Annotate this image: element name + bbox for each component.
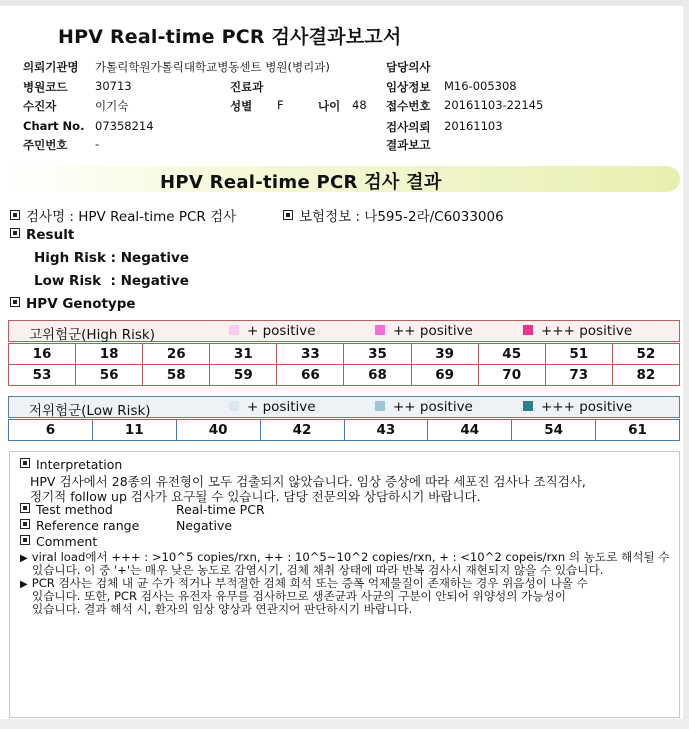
genotype-cell: 54: [512, 420, 596, 441]
test-name-line: [10, 205, 236, 225]
genotype-cell: 73: [545, 365, 612, 386]
department-label: 진료과: [230, 80, 264, 94]
bullet-square-icon: [10, 297, 20, 307]
genotype-cell: 16: [9, 344, 76, 365]
legend-plus-label: + positive: [247, 323, 316, 339]
request-date-value: 20161103: [444, 119, 503, 133]
comment-1-text-1: viral load에서 +++ : >10^5 copies/rxn, ++ : 10^5~10^2 copies/rxn, + : <10^2 copeis/rxn 의 농도로 해석될 수: [31, 550, 670, 564]
legend-swatch-icon: [375, 401, 385, 411]
genotype-cell: 66: [277, 365, 344, 386]
high-risk-header: [8, 320, 680, 342]
interpretation-text-line-1: HPV 검사에서 28종의 유전형이 모두 검출되지 않았습니다. 임상 증상에 따라 세포진 검사나 조직검사,: [30, 474, 586, 489]
genotype-cell: 45: [478, 344, 545, 365]
window-bottom-edge: [0, 719, 689, 729]
comment-heading: [20, 534, 97, 549]
genotype-cell: 51: [545, 344, 612, 365]
legend-swatch-icon: [229, 325, 239, 335]
genotype-cell: 26: [143, 344, 210, 365]
genotype-cell: 68: [344, 365, 411, 386]
genotype-cell: 61: [596, 420, 680, 441]
physician-label: 담당의사: [386, 60, 431, 74]
comment-2-text-1: PCR 검사는 검체 내 균 수가 적거나 부적절한 검체 희석 또는 증폭 억제물질이 존재하는 경우 위음성이 나올 수: [31, 576, 588, 590]
low-risk-title: 저위험군(Low Risk): [29, 403, 151, 419]
bullet-square-icon: [20, 519, 30, 529]
genotype-cell: 35: [344, 344, 411, 365]
legend-swatch-icon: [375, 325, 385, 335]
genotype-cell: 59: [210, 365, 277, 386]
bullet-square-icon: [283, 210, 293, 220]
legend-plus-plus: [375, 399, 473, 415]
bullet-square-icon: [20, 535, 30, 545]
comment-2-line-2: 있습니다. 또한, PCR 검사는 유전자 유무를 검사하므로 생존균과 사균의 구분이 안되어 위양성의 가능성이: [32, 589, 566, 603]
genotype-cell: 70: [478, 365, 545, 386]
result-heading-text: Result: [26, 227, 75, 243]
genotype-cell: 39: [411, 344, 478, 365]
clinical-info-label: 임상정보: [386, 80, 431, 94]
table-row: [9, 344, 680, 365]
genotype-cell: 43: [344, 420, 428, 441]
low-risk-result: Low Risk : Negative: [34, 273, 189, 289]
legend-plus: [229, 323, 316, 339]
triangle-bullet-icon: ▶: [20, 579, 28, 590]
clinical-info-value: M16-005308: [444, 79, 517, 93]
genotype-cell: 18: [76, 344, 143, 365]
genotype-cell: 31: [210, 344, 277, 365]
hospital-code-value: 30713: [95, 79, 132, 93]
legend-plus-plus-plus: [523, 399, 632, 415]
receipt-number-label: 접수번호: [386, 99, 431, 113]
institution-label: 의뢰기관명: [23, 60, 79, 74]
age-label: 나이: [318, 99, 341, 113]
interpretation-text-line-2: 정기적 follow up 검사가 요구될 수 있습니다. 담당 전문의와 상담하시기 바랍니다.: [30, 489, 481, 504]
hospital-code-label: 병원코드: [23, 80, 68, 94]
insurance-text: 보험정보 : 나595-2라/C6033006: [299, 209, 504, 225]
insurance-line: [283, 205, 504, 225]
genotype-cell: 33: [277, 344, 344, 365]
table-row: [9, 420, 680, 441]
genotype-cell: 53: [9, 365, 76, 386]
genotype-cell: 44: [428, 420, 512, 441]
bullet-square-icon: [10, 228, 20, 238]
interpretation-label: Interpretation: [36, 457, 123, 472]
high-risk-genotype-table: [8, 343, 680, 386]
test-method-row: [20, 502, 113, 517]
patient-label: 수진자: [23, 99, 57, 113]
result-banner-title: HPV Real-time PCR 검사 결과: [160, 172, 442, 193]
triangle-bullet-icon: ▶: [20, 553, 28, 564]
high-risk-result: High Risk : Negative: [34, 250, 189, 266]
patient-value: 이기숙: [95, 99, 129, 113]
genotype-heading: [10, 296, 136, 312]
legend-plus: [229, 399, 316, 415]
legend-plus-plus-plus-label: +++ positive: [541, 323, 633, 339]
legend-swatch-icon: [523, 401, 533, 411]
institution-value: 가톨릭학원가톨릭대학교병동센트 병원(병리과): [95, 60, 330, 74]
test-method-label: Test method: [36, 502, 113, 517]
report-title: HPV Real-time PCR 검사결과보고서: [58, 26, 402, 48]
high-risk-title: 고위험군(High Risk): [29, 327, 155, 343]
legend-plus-label: + positive: [247, 399, 316, 415]
genotype-cell: 56: [76, 365, 143, 386]
test-name-text: 검사명 : HPV Real-time PCR 검사: [26, 209, 237, 225]
window-right-edge: [683, 0, 689, 729]
result-heading: [10, 227, 74, 243]
result-report-label: 결과보고: [386, 138, 431, 152]
low-risk-header: [8, 396, 680, 418]
bullet-square-icon: [20, 458, 30, 468]
bullet-square-icon: [20, 503, 30, 513]
receipt-number-value: 20161103-22145: [444, 98, 544, 112]
table-row: [9, 365, 680, 386]
genotype-cell: 58: [143, 365, 210, 386]
genotype-cell: 69: [411, 365, 478, 386]
genotype-cell: 11: [92, 420, 176, 441]
comment-1-line-2: 있습니다. 이 중 '+'는 매우 낮은 농도로 감염시기, 검체 채취 상태에 따라 반복 검사시 재현되지 않을 수 있습니다.: [32, 563, 604, 577]
reference-range-label: Reference range: [36, 518, 140, 533]
legend-swatch-icon: [523, 325, 533, 335]
resident-number-value: -: [95, 137, 100, 151]
window-top-edge: [0, 0, 689, 6]
legend-plus-plus-label: ++ positive: [393, 323, 473, 339]
bullet-square-icon: [10, 210, 20, 220]
low-risk-genotype-table: [8, 419, 680, 441]
comment-label: Comment: [36, 534, 98, 549]
test-method-value: Real-time PCR: [176, 502, 265, 517]
chart-number-value: 07358214: [95, 119, 154, 133]
request-date-label: 검사의뢰: [386, 120, 431, 134]
legend-plus-plus-label: ++ positive: [393, 399, 473, 415]
comment-2-line-3: 있습니다. 결과 해석 시, 환자의 임상 양상과 연관지어 판단하시기 바랍니다.: [32, 602, 413, 616]
genotype-cell: 42: [260, 420, 344, 441]
genotype-heading-text: HPV Genotype: [26, 296, 136, 312]
genotype-cell: 6: [9, 420, 93, 441]
genotype-cell: 40: [176, 420, 260, 441]
sex-label: 성별: [230, 99, 253, 113]
legend-plus-plus-plus: [523, 323, 632, 339]
legend-swatch-icon: [229, 401, 239, 411]
legend-plus-plus: [375, 323, 473, 339]
age-value: 48: [352, 98, 367, 112]
resident-number-label: 주민번호: [23, 138, 68, 152]
reference-range-row: [20, 518, 139, 533]
interpretation-heading: [20, 457, 122, 472]
genotype-cell: 52: [612, 344, 679, 365]
reference-range-value: Negative: [176, 518, 233, 533]
legend-plus-plus-plus-label: +++ positive: [541, 399, 633, 415]
chart-number-label: Chart No.: [23, 119, 85, 133]
sex-value: F: [277, 98, 284, 112]
genotype-cell: 82: [612, 365, 679, 386]
